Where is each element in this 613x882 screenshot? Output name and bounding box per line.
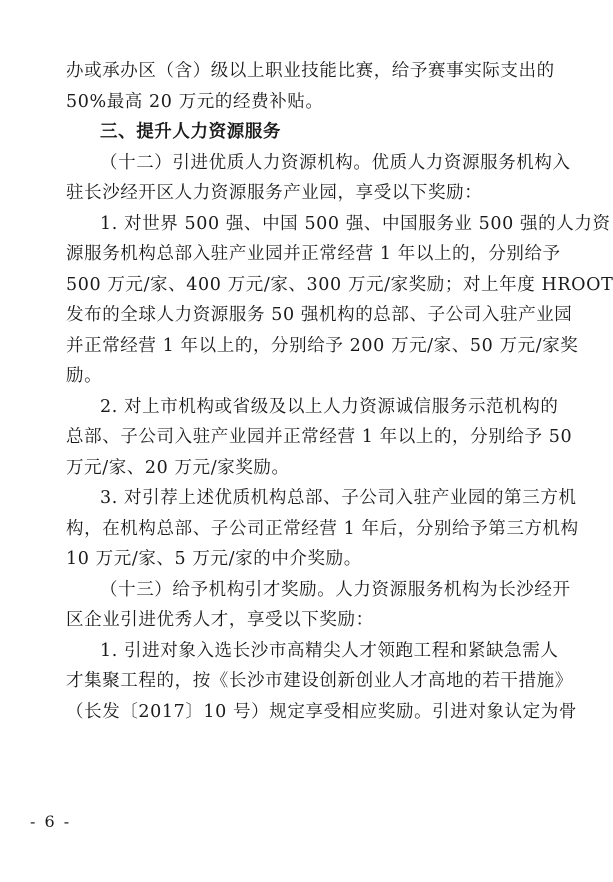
text-line: 50%最高 20 万元的经费补贴。	[66, 91, 324, 112]
text-line: 总部、子公司入驻产业园并正常经营 1 年以上的，分别给予 50	[66, 427, 573, 447]
text-line: 励。	[66, 366, 103, 386]
text-line: （长发〔2017〕10 号）规定享受相应奖励。引进对象认定为骨	[66, 701, 577, 722]
text-line: 1. 引进对象入选长沙市高精尖人才领跑工程和紧缺急需人	[100, 640, 559, 661]
text-line: 并正常经营 1 年以上的，分别给予 200 万元/家、50 万元/家奖	[66, 335, 579, 356]
text-line: 才集聚工程的，按《长沙市建设创新创业人才高地的若干措施》	[66, 671, 573, 691]
text-line: 驻长沙经开区人力资源服务产业园，享受以下奖励：	[66, 183, 483, 203]
text-line: 构，在机构总部、子公司正常经营 1 年后，分别给予第三方机构	[66, 518, 579, 539]
text-line: （十二）引进优质人力资源机构。优质人力资源服务机构入	[100, 152, 571, 173]
text-line: （十三）给予机构引才奖励。人力资源服务机构为长沙经开	[100, 579, 571, 600]
text-line: 源服务机构总部入驻产业园并正常经营 1 年以上的，分别给予	[66, 244, 561, 264]
text-line: 办或承办区（含）级以上职业技能比赛，给予赛事实际支出的	[66, 61, 555, 81]
text-line: 区企业引进优秀人才，享受以下奖励：	[66, 610, 374, 630]
text-line: 10 万元/家、5 万元/家的中介奖励。	[66, 549, 362, 569]
section-heading: 三、提升人力资源服务	[100, 122, 281, 142]
text-line: 万元/家、20 万元/家奖励。	[66, 457, 290, 478]
text-line: 发布的全球人力资源服务 50 强机构的总部、子公司入驻产业园	[66, 305, 573, 325]
text-line: 2. 对上市机构或省级及以上人力资源诚信服务示范机构的	[100, 396, 559, 417]
page-number: - 6 -	[30, 812, 72, 831]
text-line: 500 万元/家、400 万元/家、300 万元/家奖励；对上年度 HROOT	[66, 274, 613, 295]
document-body	[66, 56, 613, 727]
text-line: 3. 对引荐上述优质机构总部、子公司入驻产业园的第三方机	[100, 488, 577, 508]
text-line: 1. 对世界 500 强、中国 500 强、中国服务业 500 强的人力资	[100, 213, 611, 234]
